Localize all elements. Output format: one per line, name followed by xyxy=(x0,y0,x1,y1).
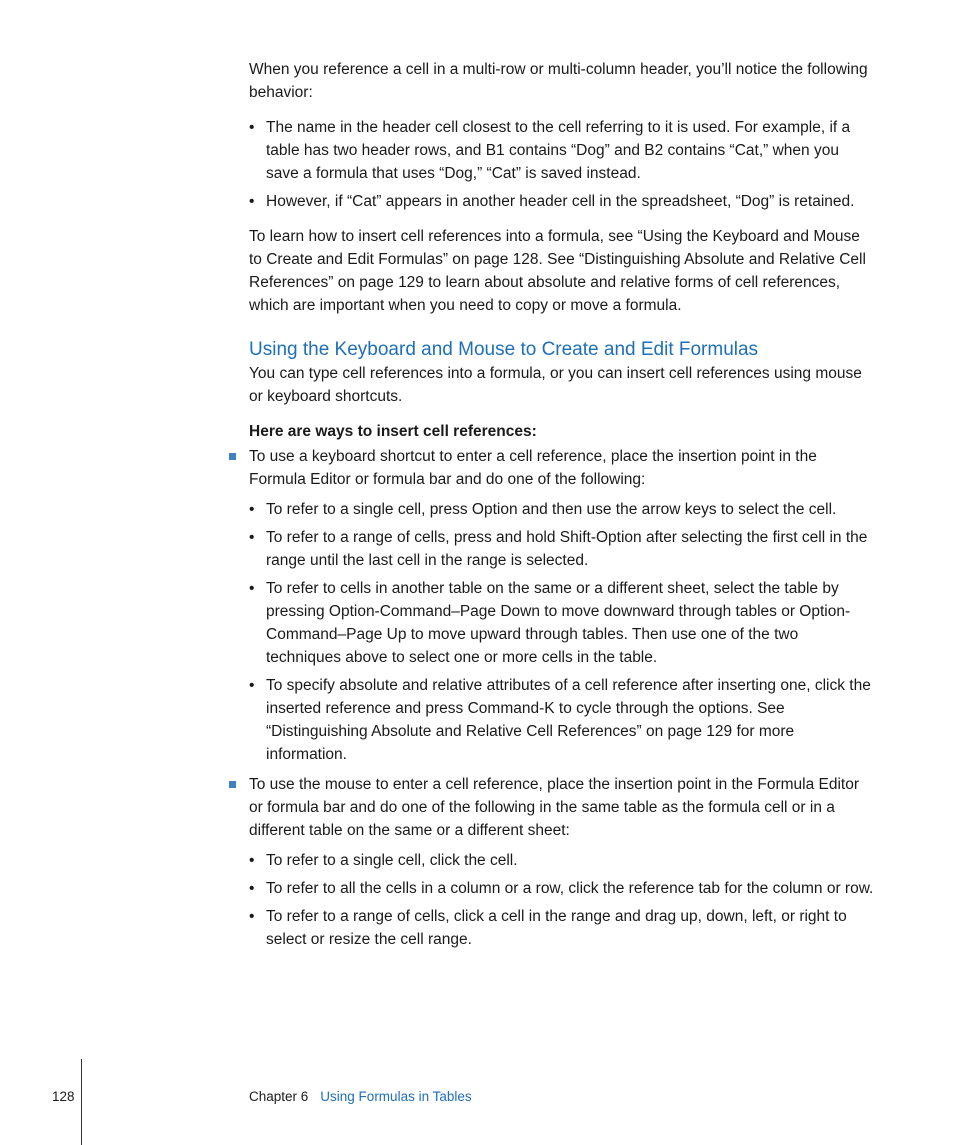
bullet-dot-icon: • xyxy=(249,119,255,136)
footer-chapter xyxy=(249,1088,472,1106)
list-item: • To refer to a range of cells, press and hold Shift-Option after selecting the first cell in the range until the last cell in the range is selected. xyxy=(249,526,874,572)
mouse-method-item xyxy=(249,773,874,951)
list-item: • To specify absolute and relative attributes of a cell reference after inserting one, click the inserted reference and press Command-K to cycle through the options. See “Distinguishing Absolute and Relative Cell References” on page 129 for more information. xyxy=(249,674,874,766)
list-item: • To refer to a single cell, click the cell. xyxy=(249,849,874,872)
keyboard-method-text: To use a keyboard shortcut to enter a cell reference, place the insertion point in the Formula Editor or formula bar and do one of the following: xyxy=(249,448,817,488)
footer-divider xyxy=(81,1059,82,1145)
section-heading: Using the Keyboard and Mouse to Create and Edit Formulas xyxy=(249,339,759,360)
intro-paragraph: When you reference a cell in a multi-row or multi-column header, you’ll notice the following behavior: xyxy=(249,61,868,101)
list-item: • To refer to cells in another table on the same or a different sheet, select the table by pressing Option-Command–Page Down to move downward through tables or Option-Command–Page Up to move upward through tables. Then use one of the two techniques above to select one or more cells in the table. xyxy=(249,577,874,669)
section-intro: You can type cell references into a formula, or you can insert cell references using mouse or keyboard shortcuts. xyxy=(249,365,862,405)
bullet-dot-icon: • xyxy=(249,501,255,518)
bullet-dot-icon: • xyxy=(249,908,255,925)
chapter-title-link[interactable]: Using Formulas in Tables xyxy=(320,1089,472,1104)
mouse-method-text: To use the mouse to enter a cell reference, place the insertion point in the Formula Editor or formula bar and do one of the following in the same table as the formula cell or in a different table on the same or a different sheet: xyxy=(249,776,860,839)
list-item: • However, if “Cat” appears in another header cell in the spreadsheet, “Dog” is retained. xyxy=(249,190,874,213)
bullet-dot-icon: • xyxy=(249,193,255,210)
keyboard-method-item xyxy=(249,445,874,766)
bullet-dot-icon: • xyxy=(249,880,255,897)
list-item: • To refer to a single cell, press Option and then use the arrow keys to select the cell. xyxy=(249,498,874,521)
keyboard-subitems xyxy=(249,498,874,766)
chapter-label: Chapter 6 xyxy=(249,1089,309,1104)
bullet-dot-icon: • xyxy=(249,677,255,694)
intro-bullet-list xyxy=(249,116,874,213)
square-bullet-icon xyxy=(229,453,236,460)
cross-reference-paragraph: To learn how to insert cell references into a formula, see “Using the Keyboard and Mouse to Create and Edit Formulas” on page 128. See “Distinguishing Absolute and Relative Cell References” on page 129 to learn about absolute and relative forms of cell references, which are important when you need to copy or move a formula. xyxy=(249,228,866,314)
bullet-dot-icon: • xyxy=(249,529,255,546)
page-content xyxy=(249,58,874,958)
page-number: 128 xyxy=(52,1089,75,1104)
mouse-subitems xyxy=(249,849,874,951)
list-item: • To refer to a range of cells, click a cell in the range and drag up, down, left, or right to select or resize the cell range. xyxy=(249,905,874,951)
ways-label: Here are ways to insert cell references: xyxy=(249,423,537,440)
square-bullet-icon xyxy=(229,781,236,788)
list-item: • The name in the header cell closest to the cell referring to it is used. For example, if a table has two header rows, and B1 contains “Dog” and B2 contains “Cat,” when you save a formula that uses “Dog,” “Cat” is saved instead. xyxy=(249,116,874,185)
bullet-dot-icon: • xyxy=(249,852,255,869)
bullet-dot-icon: • xyxy=(249,580,255,597)
list-item: • To refer to all the cells in a column or a row, click the reference tab for the column or row. xyxy=(249,877,874,900)
